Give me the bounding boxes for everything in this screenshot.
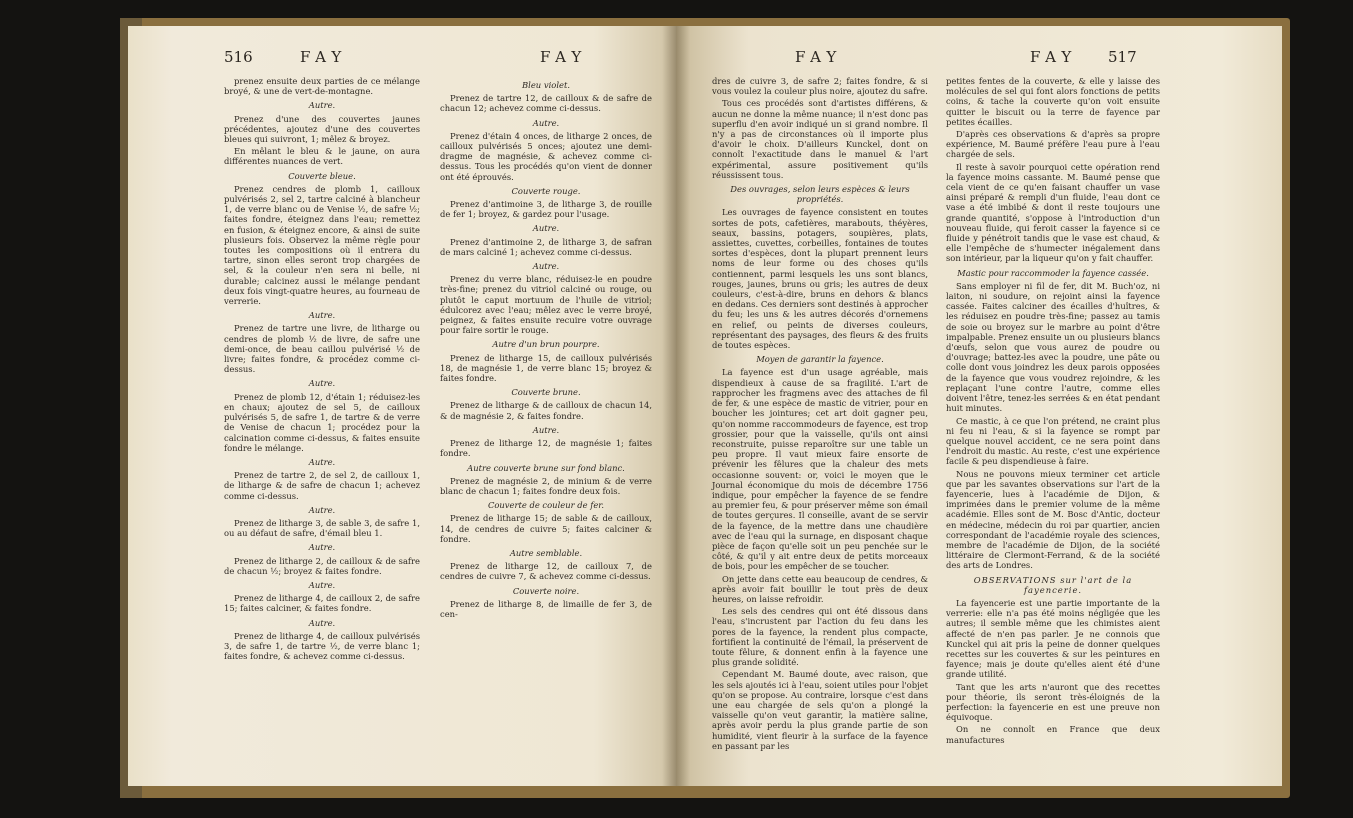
paragraph: Il reste à savoir pourquoi cette opération rend la fayence moins cassante. M. Baumé pense que cela vient de ce qu'en faisant chauffer un vase ainsi préparé & rempli d'un fluide, l'eau dont ce vase a été imbibé & dont il reste toujours une grande quantité, s'oppose à l'introduction d'un nouveau fluide, qui feroit casser la fayence si ce fluide y pénétroit tandis que le vase est chaud, & elle l'empêche de s'humecter inégalement dans son intérieur, par la liqueur qu'on y fait chauffer. [946, 161, 1160, 264]
right-page-column-1 [712, 76, 928, 753]
paragraph: Prenez de litharge 15; de sable & de cailloux, 14, de cendres de cuivre 5; faites calciner & fondre. [440, 513, 652, 544]
paragraph: La fayencerie est une partie importante de la verrerie: elle n'a pas été moins négligée que les autres; il semble même que les chimistes aient affecté de n'en pas parler. Je ne connois que Kunckel qui ait pris la peine de donner quelques recettes sur les couvertes & sur les peintures en fayence; mais je doute qu'elles aient été d'une grande utilité. [946, 597, 1160, 680]
right-running-head-left: FAY [795, 48, 843, 66]
paragraph: Tant que les arts n'auront que des recettes pour théorie, ils seront très-éloignés de la perfection: la fayencerie en est une preuve non équivoque. [946, 681, 1160, 723]
paragraph: On ne connoît en France que deux manufactures [946, 724, 1160, 745]
paragraph: Tous ces procédés sont d'artistes différens, & aucun ne donne la même nuance; il n'est donc pas superflu d'en avoir indiqué un si grand nombre. Il n'y a pas de circonstances où il importe plus d'avoir le choix. D'ailleurs Kunckel, dont on connoît l'exactitude dans le manuel & l'art expérimental, assure positivement qu'ils réussissent tous. [712, 98, 928, 180]
right-page-column-2 [946, 76, 1160, 747]
paragraph: Prenez d'étain 4 onces, de litharge 2 onces, de cailloux pulvérisés 5 onces; ajoutez une demi-dragme de magnésie, & achevez comme ci-dessus. Tous les procédés qu'on vient de donner ont été éprouvés. [440, 130, 652, 182]
paragraph: Prenez de tartre 12, de cailloux & de safre de chacun 12; achevez comme ci-dessus. [440, 93, 652, 114]
section-heading: Couverte rouge. [511, 185, 581, 196]
section-heading: Autre. [308, 504, 336, 515]
section-heading: Couverte brune. [511, 387, 581, 398]
left-page-column-2 [440, 76, 652, 621]
left-running-head: FAY [300, 48, 348, 66]
section-heading: Autre. [308, 378, 336, 389]
paragraph: Prenez de litharge 12, de magnésie 1; faites fondre. [440, 438, 652, 459]
paragraph: Prenez du verre blanc, réduisez-le en poudre très-fine; prenez du vitriol calciné ou rouge, ou plutôt le caput mortuum de l'huile de vitriol; édulcorez avec l'eau; mêlez avec le verre broyé, peignez, & faites ensuite recuire votre ouvrage pour faire sortir le rouge. [440, 274, 652, 336]
paragraph: prenez ensuite deux parties de ce mélange broyé, & une de vert-de-montagne. [224, 76, 420, 97]
section-heading: Des ouvrages, selon leurs espèces & leurs propriétés. [730, 184, 910, 205]
section-heading: Autre couverte brune sur fond blanc. [467, 462, 625, 473]
paragraph: petites fentes de la couverte, & elle y laisse des molécules de sel qui font alors fonctions de petits coins, & tache la couverte qu'on voit ensuite quitter le biscuit ou la terre de fayence par petites écailles. [946, 76, 1160, 127]
left-col2-running-head: FAY [540, 48, 588, 66]
section-heading: Autre. [532, 261, 560, 272]
section-heading: Autre. [308, 542, 336, 553]
paragraph: Prenez cendres de plomb 1, cailloux pulvérisés 2, sel 2, tartre calciné à blancheur 1, de verre blanc ou de Venise ½, de safre ½; faites fondre, éteignez dans l'eau; remettez en fusion, & éteignez encore, & ainsi de suite plusieurs fois. Observez la même règle pour toutes les compositions où il entrera du tartre, sinon elles seront trop chargées de sel, & la couleur n'en sera ni belle, ni durable; calcinez aussi le mélange pendant deux fois vingt-quatre heures, au fourneau de verrerie. [224, 183, 420, 307]
section-heading: Autre. [532, 223, 560, 234]
section-heading: Couverte noire. [512, 585, 580, 596]
book-gutter [662, 26, 690, 786]
section-heading: Bleu violet. [522, 80, 570, 90]
paragraph: Prenez de litharge 2, de cailloux & de safre de chacun ½; broyez & faites fondre. [224, 555, 420, 576]
paragraph: Sans employer ni fil de fer, dit M. Buch'oz, ni laiton, ni soudure, on rejoint ainsi la fayence cassée. Faites calciner des écailles d'huîtres, & les réduisez en poudre très-fine; passez au tamis de soie ou broyez sur le marbre au point d'être impalpable. Prenez ensuite un ou plusieurs blancs d'œufs, selon que vous aurez de poudre ou d'ouvrage; battez-les avec la poudre, une pâte ou colle dont vous joindrez les deux parois opposées de la fayence que vous voudrez rejoindre, & les replaçant l'une contre l'autre, comme elles doivent l'être, tenez-les serrées & en état pendant huit minutes. [946, 280, 1160, 414]
paragraph: Ce mastic, à ce que l'on prétend, ne craint plus ni feu ni l'eau, & si la fayence se rompt par quelque nouvel accident, ce ne sera point dans l'endroit du mastic. Au reste, c'est une expérience facile & peu dispendieuse à faire. [946, 415, 1160, 467]
paragraph: Prenez de litharge 4, de cailloux pulvérisés 3, de safre 1, de tartre ½, de verre blanc 1; faites fondre, & achevez comme ci-dessus. [224, 630, 420, 662]
paragraph: Prenez d'antimoine 2, de litharge 3, de safran de mars calciné 1; achevez comme ci-dessus. [440, 236, 652, 257]
section-heading: Autre. [308, 100, 336, 111]
right-page-number: 517 [1108, 48, 1137, 66]
paragraph: Prenez de tartre une livre, de litharge ou cendres de plomb ½ de livre, de safre une demi-once, de beau caillou pulvérisé ½ de livre; faites fondre, & procédez comme ci-dessus. [224, 323, 420, 375]
paragraph: Prenez de litharge 3, de sable 3, de safre 1, ou au défaut de safre, d'émail bleu 1. [224, 517, 420, 539]
section-heading: Autre. [308, 617, 336, 628]
paragraph: Prenez de magnésie 2, de minium & de verre blanc de chacun 1; faites fondre deux fois. [440, 475, 652, 496]
paragraph: La fayence est d'un usage agréable, mais dispendieux à cause de sa fragilité. L'art de rapprocher les fragmens avec des attaches de fil de fer, & une espèce de mastic de vitrier, pour en boucher les jointures; cet art doit gagner peu, qu'on nomme raccommodeurs de fayence, est trop grossier, pour que la vaisselle, qu'ils ont ainsi reconstruite, puisse reparoître sur une table un peu propre. Il vaut mieux faire ensorte de prévenir les fêlures que la chaleur des mets occasionne souvent: or, voici le moyen que le Journal économique du mois de décembre 1756 indique, pour empêcher la fayence de se fendre au premier feu, & pour préserver même son émail de toutes gerçures. Il conseille, avant de se servir de la fayence, de la mettre dans une chaudière avec de l'eau qui la surnage, en disposant chaque pièce de façon qu'elle soit un peu penchée sur le côté, & qu'il y ait entre deux de petits morceaux de bois, pour les empêcher de se toucher. [712, 367, 928, 572]
paragraph: Prenez de plomb 12, d'étain 1; réduisez-les en chaux; ajoutez de sel 5, de cailloux pulvérisés 5, de safre 1, de tartre & de verre de Venise de chacun 1; procédez pour la calcination comme ci-dessus, & faites ensuite fondre le mélange. [224, 391, 420, 453]
section-heading: Autre. [532, 117, 560, 128]
section-heading: Autre. [532, 424, 560, 435]
paragraph: Les ouvrages de fayence consistent en toutes sortes de pots, cafetières, marabouts, théyères, seaux, bassins, potagers, soupières, plats, assiettes, cuvettes, corbeilles, fontaines de toutes sortes d'espèces, dont la plupart prennent leurs noms de leur forme ou des choses qu'ils contiennent, parmi lesquels les uns sont blancs, rouges, jaunes, bruns ou gris; les autres de deux couleurs, c'est-à-dire, bruns en dehors & blancs en dedans. Ces derniers sont destinés à approcher du feu; les uns & les autres décorés d'ornemens en relief, ou peints de diverses couleurs, représentant des paysages, des fleurs & des fruits de toutes espèces. [712, 207, 928, 351]
section-heading: Couverte de couleur de fer. [487, 500, 605, 511]
section-heading: Autre. [308, 579, 336, 590]
left-page-column-1 [224, 76, 420, 663]
paragraph: Prenez de litharge 8, de limaille de fer 3, de cen- [440, 598, 652, 619]
paragraph: Cependant M. Baumé doute, avec raison, que les sels ajoutés ici à l'eau, soient utiles pour l'objet qu'on se propose. Au contraire, lorsque c'est dans une eau chargée de sels qu'on a plongé la vaisselle qu'on veut garantir, la matière saline, après avoir perdu la plus grande partie de son humidité, vient fleurir à la surface de la fayence en passant par les [712, 669, 929, 751]
section-heading: Autre semblable. [509, 547, 583, 558]
paragraph: D'après ces observations & d'après sa propre expérience, M. Baumé préfère l'eau pure à l'eau chargée de sels. [946, 129, 1160, 160]
section-heading: Couverte bleue. [288, 170, 356, 181]
section-heading: Autre. [308, 310, 336, 321]
paragraph: En mêlant le bleu & le jaune, on aura différentes nuances de vert. [224, 146, 420, 167]
paragraph: Prenez de litharge & de cailloux de chacun 14, & de magnésie 2, & faites fondre. [440, 400, 652, 421]
section-heading: Moyen de garantir la fayence. [756, 354, 884, 365]
paragraph: Prenez de litharge 12, de cailloux 7, de cendres de cuivre 7, & achevez comme ci-dessus. [440, 561, 652, 582]
paragraph: Prenez de tartre 2, de sel 2, de cailloux 1, de litharge & de safre de chacun 1; achevez comme ci-dessus. [224, 470, 420, 501]
paragraph: Les sels des cendres qui ont été dissous dans l'eau, s'incrustent par l'action du feu dans les pores de la fayence, la rendent plus compacte, fortifient la continuité de l'émail, la préservent de toute fêlure, & donnent enfin à la fayence une plus grande solidité. [712, 606, 928, 668]
section-heading: Autre d'un brun pourpre. [492, 339, 600, 350]
section-heading: OBSERVATIONS sur l'art de la fayencerie. [973, 574, 1133, 595]
paragraph: Prenez de litharge 15, de cailloux pulvérisés 18, de magnésie 1, de verre blanc 15; broyez & faites fondre. [440, 352, 652, 384]
section-heading: Autre. [308, 456, 336, 467]
left-page-number: 516 [224, 48, 253, 66]
paragraph: On jette dans cette eau beaucoup de cendres, & après avoir fait bouillir le tout près de deux heures, on laisse refroidir. [712, 573, 928, 604]
paragraph: Prenez de litharge 4, de cailloux 2, de safre 15; faites calciner, & faites fondre. [224, 593, 420, 614]
paragraph: Prenez d'antimoine 3, de litharge 3, de rouille de fer 1; broyez, & gardez pour l'usage. [440, 199, 652, 220]
right-running-head-right: FAY [1030, 48, 1078, 66]
paragraph: Prenez d'une des couvertes jaunes précédentes, ajoutez d'une des couvertes bleues qui suivront, 1; mêlez & broyez. [224, 113, 420, 145]
section-heading: Mastic pour raccommoder la fayence cassée. [957, 267, 1149, 278]
paragraph: dres de cuivre 3, de safre 2; faites fondre, & si vous voulez la couleur plus noire, ajoutez du safre. [712, 76, 928, 97]
paragraph: Nous ne pouvons mieux terminer cet article que par les savantes observations sur l'art de la fayencerie, lues à l'académie de Dijon, & imprimées dans le premier volume de la même académie. Elles sont de M. Bosc d'Antic, docteur en médecine, médecin du roi par quartier, ancien correspondant de l'académie royale des sciences, membre de l'académie de Dijon, de la société littéraire de Clermont-Ferrand, & de la société des arts de Londres. [946, 468, 1160, 571]
